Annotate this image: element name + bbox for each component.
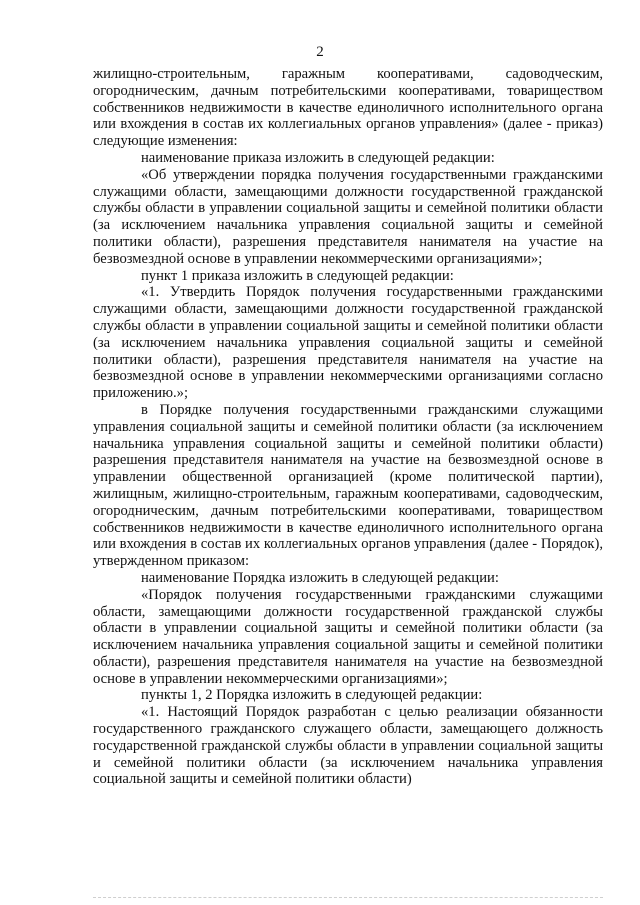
page-number: 2 xyxy=(316,44,324,60)
paragraph-procedure-title-instruction: наименование Порядка изложить в следующей редакции: xyxy=(141,569,499,586)
paragraph-order-title-instruction: наименование приказа изложить в следующей редакции: xyxy=(141,149,495,166)
paragraph-clause-1-instruction: пункт 1 приказа изложить в следующей редакции: xyxy=(141,267,454,284)
page-bottom-edge xyxy=(93,897,603,898)
document-body xyxy=(93,66,603,788)
paragraph-points-instruction: пункты 1, 2 Порядка изложить в следующей редакции: xyxy=(141,687,483,704)
paragraph-order-title-text: «Об утверждении порядка получения государственными гражданскими служащими области, замещающими должности государственной гражданской службы области в управлении социальной защиты и семейной политики области (за исключением начальника управления социальной защиты и семейной политики области), разрешения представителя нанимателя на участие на безвозмездной основе в управлении некоммерческими организациями»; xyxy=(93,166,603,267)
paragraph-continuation: жилищно-строительным, гаражным кооперативами, садоводческим, огородническим, дачным потребительскими кооперативами, товариществом собственников недвижимости в качестве единоличного исполнительного органа или вхождения в состав их коллегиальных органов управления» (далее - приказ) следующие изменения: xyxy=(93,66,603,150)
paragraph-procedure-title-text: «Порядок получения государственными гражданскими служащими области, замещающими должности государственной гражданской службы области в управлении социальной защиты и семейной политики области (за исключением начальника управления социальной защиты и семейной политики области), разрешения представителя нанимателя на участие на безвозмездной основе в управлении некоммерческими организациями»; xyxy=(93,586,603,687)
paragraph-clause-1-text: «1. Утвердить Порядок получения государственными гражданскими служащими области, замещающими должности государственной гражданской службы области в управлении социальной защиты и семейной политики области (за исключением начальника управления социальной защиты и семейной политики области), разрешения представителя нанимателя на участие на безвозмездной основе в управлении некоммерческими организациями согласно приложению.»; xyxy=(93,284,603,402)
paragraph-point-1-text: «1. Настоящий Порядок разработан с целью реализации обязанности государственного гражданского служащего области, замещающего должность государственной гражданской службы области в управлении социальной защиты и семейной политики области (за исключением начальника управления социальной защиты и семейной политики области) xyxy=(93,704,603,788)
paragraph-procedure-intro: в Порядке получения государственными гражданскими служащими управления социальной защиты и семейной политики области (за исключением начальника управления социальной защиты и семейной политики области) разрешения представителя нанимателя на участие на безвозмездной основе в управлении общественной организацией (кроме политической партии), жилищным, жилищно-строительным, гаражным кооперативами, садоводческим, огородническим, дачным потребительскими кооперативами, товариществом собственников недвижимости в качестве единоличного исполнительного органа или вхождения в состав их коллегиальных органов управления (далее - Порядок), утвержденном приказом: xyxy=(93,401,603,570)
